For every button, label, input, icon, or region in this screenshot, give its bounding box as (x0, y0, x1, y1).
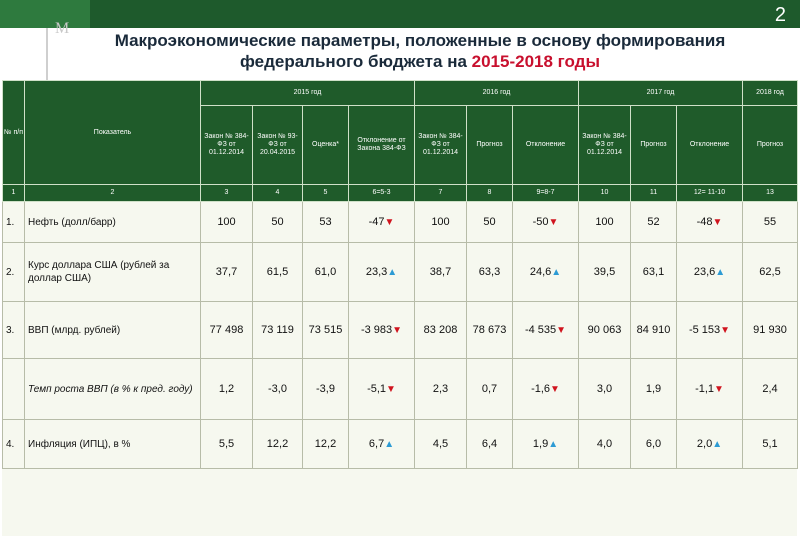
triangle-down-icon: ▼ (392, 325, 403, 336)
subheader-forecast-2017: Прогноз (631, 106, 677, 185)
table-row (3, 302, 798, 359)
cell-value: 6,0 (645, 438, 662, 450)
cell-value: 1,9 (532, 438, 549, 450)
cell-value: 0,7 (481, 383, 498, 395)
triangle-down-icon: ▼ (556, 325, 567, 336)
title-line-2 (60, 51, 780, 72)
triangle-down-icon: ▼ (384, 217, 395, 228)
value-cell (579, 243, 631, 302)
value-cell (513, 420, 579, 469)
value-cell (467, 420, 513, 469)
value-cell (743, 202, 798, 243)
triangle-up-icon: ▲ (387, 267, 398, 278)
watermark: М (55, 20, 70, 37)
value-cell (349, 202, 415, 243)
value-cell (349, 359, 415, 420)
cell-value: 38,7 (429, 266, 452, 278)
value-cell (201, 243, 253, 302)
subheader-law-93-2015: Закон № 93-ФЗ от 20.04.2015 (253, 106, 303, 185)
value-cell (677, 302, 743, 359)
value-cell (743, 243, 798, 302)
triangle-up-icon: ▲ (712, 439, 723, 450)
subheader-law-384-2017: Закон № 384-ФЗ от 01.12.2014 (579, 106, 631, 185)
header-2016: 2016 год (415, 81, 579, 106)
triangle-down-icon: ▼ (386, 384, 396, 395)
triangle-down-icon: ▼ (712, 217, 723, 228)
value-cell (677, 243, 743, 302)
row-number: 3. (3, 302, 25, 359)
cell-value: 90 063 (587, 324, 622, 336)
cell-value: -47 (368, 216, 385, 228)
subheader-law-384-2015: Закон № 384-ФЗ от 01.12.2014 (201, 106, 253, 185)
title-line-2-prefix: федерального бюджета на (239, 52, 472, 71)
cell-value: 100 (431, 216, 450, 228)
value-cell (415, 420, 467, 469)
col-number: 4 (253, 185, 303, 202)
value-cell (303, 359, 349, 420)
indicator-label: ВВП (млрд. рублей) (25, 302, 201, 359)
cell-value: 39,5 (593, 266, 616, 278)
cell-value: 55 (763, 216, 777, 228)
top-bar (0, 0, 800, 28)
subheader-deviation-2015: Отклонение от Закона 384-ФЗ (349, 106, 415, 185)
title-years: 2015-2018 годы (471, 52, 600, 71)
cell-value: 2,4 (762, 383, 778, 395)
value-cell (253, 302, 303, 359)
value-cell (579, 302, 631, 359)
col-number: 9=8-7 (513, 185, 579, 202)
cell-value: 24,6 (529, 266, 552, 278)
cell-value: 62,5 (759, 266, 781, 278)
row-number: 2. (3, 243, 25, 302)
cell-value: -4 535 (524, 324, 557, 336)
triangle-down-icon: ▼ (720, 325, 731, 336)
value-cell (467, 359, 513, 420)
value-cell (631, 243, 677, 302)
cell-value: 73 515 (308, 324, 343, 336)
subheader-law-384-2016: Закон № 384-ФЗ от 01.12.2014 (415, 106, 467, 185)
header-no: № п/п (3, 81, 25, 185)
value-cell (349, 243, 415, 302)
cell-value: 100 (595, 216, 614, 228)
value-cell (631, 202, 677, 243)
value-cell (303, 243, 349, 302)
cell-value: 12,2 (314, 438, 337, 450)
subheader-forecast-2016: Прогноз (467, 106, 513, 185)
indicator-label: Темп роста ВВП (в % к пред. году) (25, 359, 201, 420)
value-cell (579, 420, 631, 469)
triangle-up-icon: ▲ (548, 439, 559, 450)
value-cell (743, 420, 798, 469)
indicator-label: Инфляция (ИПЦ), в % (25, 420, 201, 469)
value-cell (677, 202, 743, 243)
triangle-down-icon: ▼ (550, 384, 560, 395)
value-cell (303, 202, 349, 243)
page-number: 2 (774, 4, 786, 26)
table-row (3, 243, 798, 302)
cell-value: 52 (647, 216, 660, 228)
cell-value: 61,0 (314, 266, 337, 278)
header-2015: 2015 год (201, 81, 415, 106)
cell-value: 23,3 (365, 266, 388, 278)
triangle-up-icon: ▲ (715, 267, 726, 278)
value-cell (677, 359, 743, 420)
cell-value: 63,3 (478, 266, 501, 278)
value-cell (513, 243, 579, 302)
table-row (3, 202, 798, 243)
cell-value: 3,0 (596, 383, 613, 395)
value-cell (513, 359, 579, 420)
col-number: 8 (467, 185, 513, 202)
cell-value: -3 983 (360, 324, 393, 336)
cell-value: 4,5 (432, 438, 449, 450)
value-cell (253, 420, 303, 469)
slide-title (60, 30, 780, 72)
value-cell (467, 243, 513, 302)
table-row (3, 420, 798, 469)
value-cell (303, 420, 349, 469)
triangle-down-icon: ▼ (548, 217, 559, 228)
cell-value: -5 153 (688, 324, 721, 336)
col-number: 6=5-3 (349, 185, 415, 202)
value-cell (631, 359, 677, 420)
value-cell (201, 359, 253, 420)
col-number: 1 (3, 185, 25, 202)
cell-value: -48 (696, 216, 713, 228)
cell-value: 61,5 (266, 266, 289, 278)
cell-value: 6,7 (368, 438, 385, 450)
value-cell (467, 202, 513, 243)
cell-value: 78 673 (472, 324, 507, 336)
cell-value: 63,1 (642, 266, 665, 278)
value-cell (253, 359, 303, 420)
cell-value: 5,1 (762, 438, 778, 450)
col-number: 7 (415, 185, 467, 202)
value-cell (253, 202, 303, 243)
cell-value: 91 930 (753, 324, 787, 336)
cell-value: 37,7 (215, 266, 238, 278)
value-cell (467, 302, 513, 359)
cell-value: 2,3 (432, 383, 449, 395)
subheader-deviation-2017: Отклонение (677, 106, 743, 185)
cell-value: 1,2 (218, 383, 235, 395)
table-row (3, 359, 798, 420)
row-number: 1. (3, 202, 25, 243)
header-2017: 2017 год (579, 81, 743, 106)
table-container (2, 80, 797, 536)
title-line-1: Макроэкономические параметры, положенные в основу формирования (114, 31, 726, 50)
decorative-line (46, 28, 48, 88)
triangle-down-icon: ▼ (714, 384, 724, 395)
col-number: 12= 11-10 (677, 185, 743, 202)
cell-value: 6,4 (481, 438, 498, 450)
col-number: 3 (201, 185, 253, 202)
triangle-up-icon: ▲ (384, 439, 395, 450)
value-cell (349, 420, 415, 469)
value-cell (201, 302, 253, 359)
top-bar-stripe (0, 0, 90, 28)
value-cell (513, 302, 579, 359)
value-cell (631, 302, 677, 359)
cell-value: 53 (319, 216, 332, 228)
cell-value: 50 (483, 216, 496, 228)
cell-value: 4,0 (596, 438, 613, 450)
cell-value: 5,5 (218, 438, 235, 450)
col-number: 2 (25, 185, 201, 202)
value-cell (743, 302, 798, 359)
value-cell (415, 243, 467, 302)
cell-value: -3,0 (268, 383, 287, 395)
value-cell (201, 202, 253, 243)
row-number: 4. (3, 420, 25, 469)
macro-params-table (2, 80, 798, 469)
value-cell (303, 302, 349, 359)
cell-value: -1,1 (695, 383, 715, 395)
cell-value: -1,6 (531, 383, 551, 395)
cell-value: 84 910 (636, 324, 671, 336)
value-cell (677, 420, 743, 469)
value-cell (513, 202, 579, 243)
indicator-label: Нефть (долл/барр) (25, 202, 201, 243)
cell-value: 100 (217, 216, 236, 228)
value-cell (631, 420, 677, 469)
value-cell (579, 359, 631, 420)
value-cell (253, 243, 303, 302)
value-cell (415, 359, 467, 420)
indicator-label: Курс доллара США (рублей за доллар США) (25, 243, 201, 302)
cell-value: -50 (532, 216, 549, 228)
triangle-up-icon: ▲ (551, 267, 562, 278)
subheader-forecast-2018: Прогноз (743, 106, 798, 185)
cell-value: 73 119 (261, 324, 294, 336)
header-2018: 2018 год (743, 81, 798, 106)
cell-value: -5,1 (367, 383, 387, 395)
value-cell (201, 420, 253, 469)
cell-value: 83 208 (423, 324, 458, 336)
cell-value: 77 498 (209, 324, 244, 336)
cell-value: 2,0 (696, 438, 713, 450)
col-number: 5 (303, 185, 349, 202)
cell-value: -3,9 (316, 383, 335, 395)
header-indicator: Показатель (25, 81, 201, 185)
subheader-deviation-2016: Отклонение (513, 106, 579, 185)
subheader-estimate-2015: Оценка* (303, 106, 349, 185)
col-number: 11 (631, 185, 677, 202)
cell-value: 12,2 (266, 438, 289, 450)
col-number: 10 (579, 185, 631, 202)
value-cell (415, 302, 467, 359)
cell-value: 23,6 (693, 266, 716, 278)
cell-value: 1,9 (645, 383, 662, 395)
value-cell (743, 359, 798, 420)
cell-value: 50 (271, 216, 284, 228)
col-number: 13 (743, 185, 798, 202)
value-cell (579, 202, 631, 243)
value-cell (349, 302, 415, 359)
value-cell (415, 202, 467, 243)
row-number (3, 359, 25, 420)
